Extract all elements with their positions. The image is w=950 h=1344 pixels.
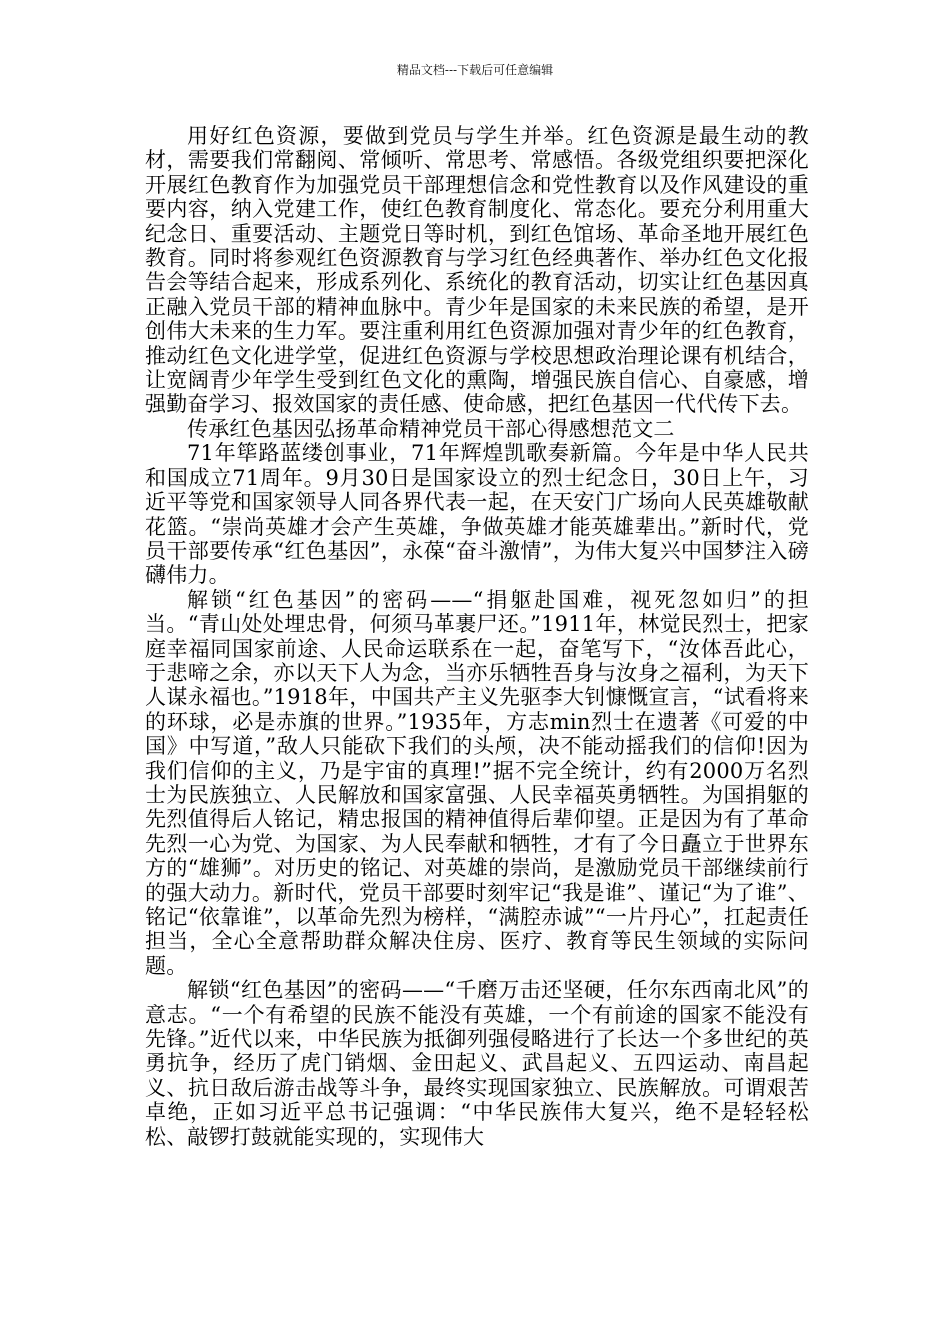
paragraph-red-resources: 用好红色资源，要做到党员与学生并举。红色资源是最生动的教材，需要我们常翻阅、常倾听、常思考、常感悟。各级党组织要把深化开展红色教育作为加强党员干部理想信念和党性教育以及作风建设的重要内容，纳入党建工作，使红色教育制度化、常态化。要充分利用重大纪念日、重要活动、主题党日等时机，到红色馆场、革命圣地开展红色教育。同时将参观红色资源教育与学习红色经典著作、举办红色文化报告会等结合起来，形成系列化、系统化的教育活动，切实让红色基因真正融入党员干部的精神血脉中。青少年是国家的未来民族的希望，是开创伟大未来的生力军。要注重利用红色资源加强对青少年的红色教育，推动红色文化进学堂，促进红色资源与学校思想政治理论课有机结合，让宽阔青少年学生受到红色文化的熏陶，增强民族自信心、自豪感，增强勤奋学习、报效国家的责任感、使命感，把红色基因一代代传下去。 bbox=[145, 124, 809, 417]
document-body bbox=[145, 124, 809, 1149]
paragraph-martyrs: 解锁“红色基因”的密码——“捐躯赴国难，视死忽如归”的担当。“青山处处埋忠骨，何须马革裹尸还。”1911年，林觉民烈士，把家庭幸福同国家前途、人民命运联系在一起，奋笔写下，“汝体吾此心，于悲啼之余，亦以天下人为念，当亦乐牺牲吾身与汝身之福利，为天下人谋永福也。”1918年，中国共产主义先驱李大钊慷慨宣言，“试看将来的环球，必是赤旗的世界。”1935年，方志min烈士在遗著《可爱的中国》中写道，”敌人只能砍下我们的头颅，决不能动摇我们的信仰!因为我们信仰的主义，乃是宇宙的真理!”据不完全统计，约有2000万名烈士为民族独立、人民解放和国家富强、人民幸福英勇牺牲。为国捐躯的先烈值得后人铭记，精忠报国的精神值得后辈仰望。正是因为有了革命先烈一心为党、为国家、为人民奉献和牺牲，才有了今日矗立于世界东方的“雄狮”。对历史的铭记、对英雄的崇尚，是激励党员干部继续前行的强大动力。新时代，党员干部要时刻牢记“我是谁”、谨记“为了谁”、铭记“依靠谁”，以革命先烈为榜样，“满腔赤诚”“一片丹心”，扛起责任担当，全心全意帮助群众解决住房、医疗、教育等民生领域的实际问题。 bbox=[145, 587, 809, 978]
paragraph-anniversary: 71年筚路蓝缕创事业，71年辉煌凯歌奏新篇。今年是中华人民共和国成立71周年。9月30日是国家设立的烈士纪念日，30日上午，习近平等党和国家领导人同各界代表一起，在天安门广场向人民英雄敬献花篮。“崇尚英雄才会产生英雄，争做英雄才能英雄辈出。”新时代，党员干部要传承“红色基因”，永葆“奋斗激情”，为伟大复兴中国梦注入磅礴伟力。 bbox=[145, 441, 809, 588]
paragraph-will: 解锁“红色基因”的密码——“千磨万击还坚硬，任尔东西南北风”的意志。“一个有希望的民族不能没有英雄，一个有前途的国家不能没有先锋。”近代以来，中华民族为抵御列强侵略进行了长达一个多世纪的英勇抗争，经历了虎门销烟、金田起义、武昌起义、五四运动、南昌起义、抗日敌后游击战等斗争，最终实现国家独立、民族解放。可谓艰苦卓绝，正如习近平总书记强调：“中华民族伟大复兴，绝不是轻轻松松、敲锣打鼓就能实现的，实现伟大 bbox=[145, 978, 809, 1149]
page-header: 精品文档---下载后可任意编辑 bbox=[396, 63, 554, 77]
section-heading: 传承红色基因弘扬革命精神党员干部心得感想范文二 bbox=[187, 416, 675, 441]
